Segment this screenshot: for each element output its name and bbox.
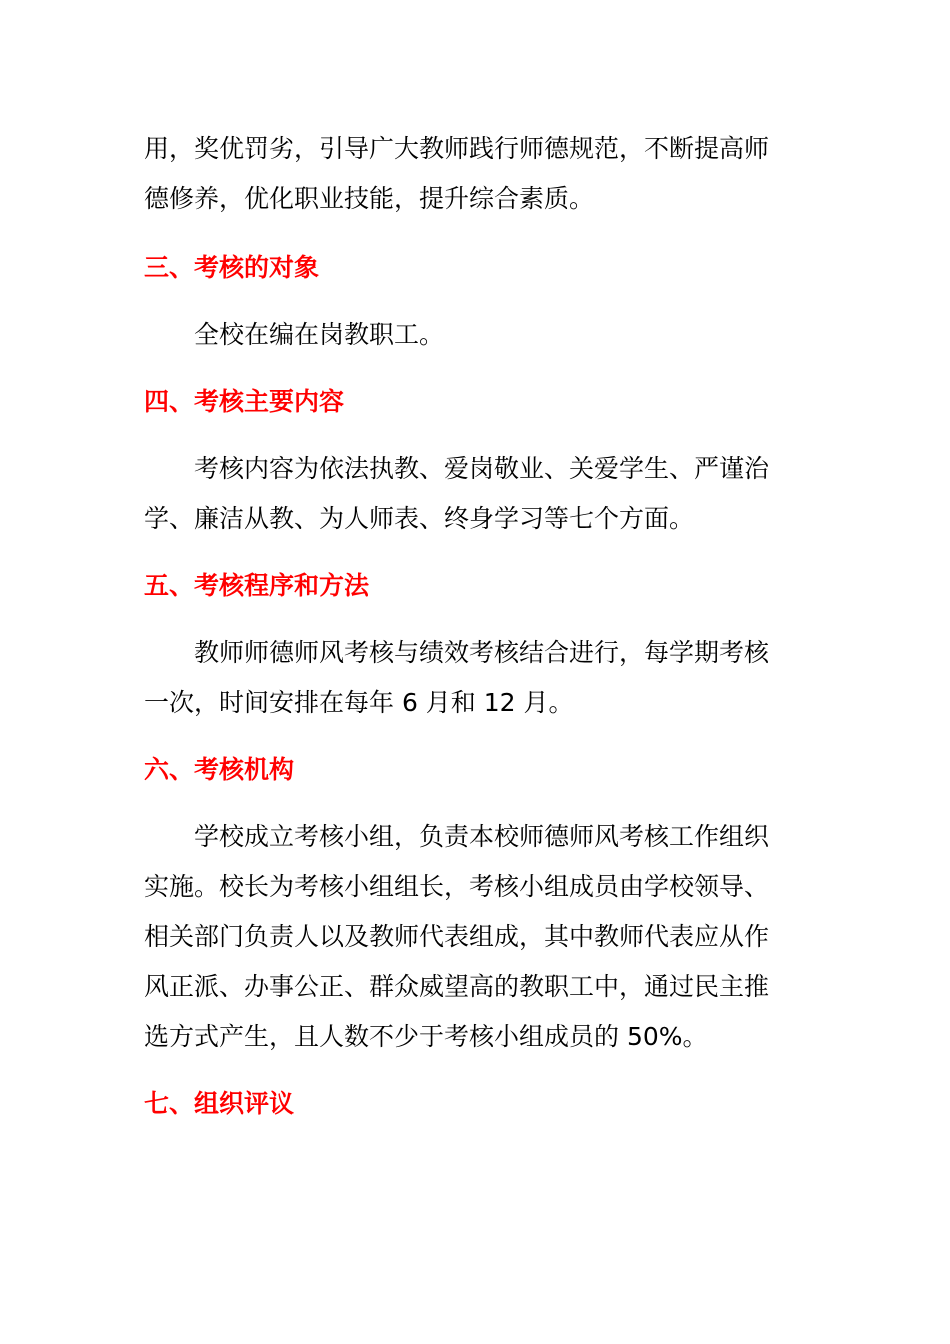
body-line: 一次，时间安排在每年 6 月和 12 月。	[144, 688, 574, 717]
section-paragraph	[144, 444, 792, 544]
body-line: 实施。校长为考核小组组长，考核小组成员由学校领导、	[144, 872, 770, 901]
section-heading: 六、考核机构	[144, 755, 295, 784]
body-line: 考核内容为依法执教、爱岗敬业、关爱学生、严谨治	[194, 454, 770, 483]
body-line: 风正派、办事公正、群众威望高的教职工中，通过民主推	[144, 972, 770, 1001]
body-line: 学、廉洁从教、为人师表、终身学习等七个方面。	[144, 504, 695, 533]
body-line: 教师师德师风考核与绩效考核结合进行，每学期考核	[194, 638, 770, 667]
body-line: 用，奖优罚劣，引导广大教师践行师德规范，不断提高师	[144, 134, 770, 163]
section-heading: 五、考核程序和方法	[144, 571, 370, 600]
body-line: 选方式产生，且人数不少于考核小组成员的 50%。	[144, 1022, 708, 1051]
section-paragraph	[144, 812, 792, 1062]
section-paragraph	[144, 310, 792, 360]
body-line: 学校成立考核小组，负责本校师德师风考核工作组织	[194, 822, 770, 851]
document-page	[144, 124, 792, 1124]
section-heading: 三、考核的对象	[144, 253, 320, 282]
section-heading: 四、考核主要内容	[144, 387, 345, 416]
section-paragraph	[144, 628, 792, 728]
section-heading: 七、组织评议	[144, 1089, 295, 1118]
body-line: 全校在编在岗教职工。	[194, 320, 445, 349]
intro-paragraph	[144, 124, 792, 224]
body-line: 德修养，优化职业技能，提升综合素质。	[144, 184, 595, 213]
body-line: 相关部门负责人以及教师代表组成，其中教师代表应从作	[144, 922, 770, 951]
